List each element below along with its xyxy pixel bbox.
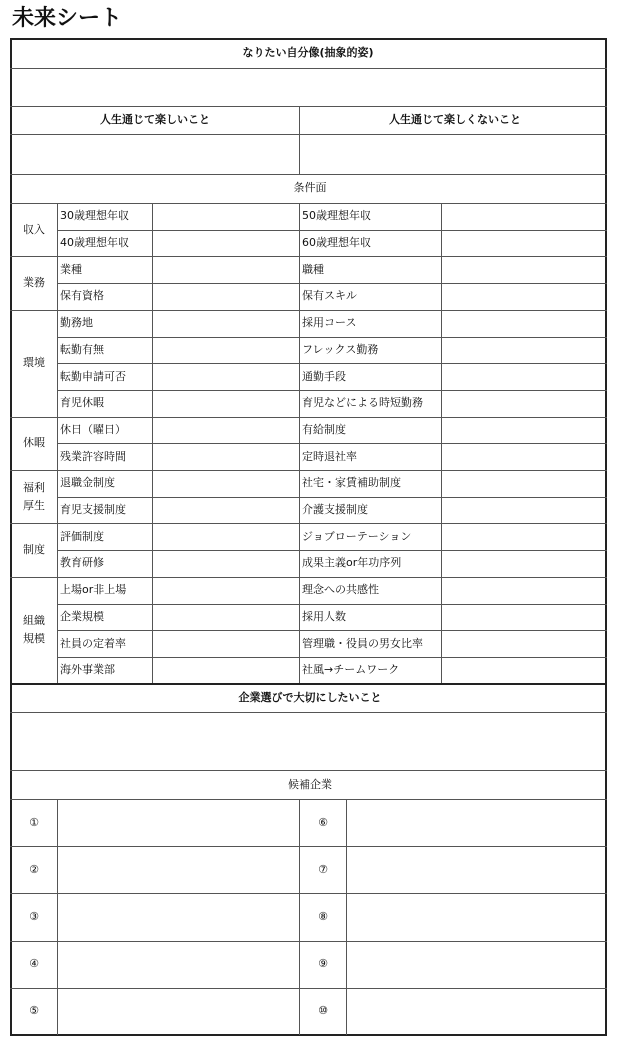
condition-label: 休日（曜日） [60, 422, 126, 436]
condition-label: 成果主義or年功序列 [302, 556, 402, 570]
condition-label: 採用人数 [302, 609, 346, 623]
candidate-company-field[interactable] [58, 847, 298, 892]
condition-label: 海外事業部 [60, 663, 115, 677]
condition-label: 保有資格 [60, 289, 104, 303]
grid-line [10, 770, 607, 771]
condition-value-field[interactable] [153, 631, 298, 656]
candidate-number: ⑤ [29, 1004, 39, 1018]
candidate-number: ⑦ [318, 862, 328, 876]
condition-label: 50歳理想年収 [302, 209, 371, 223]
condition-label: 残業許容時間 [60, 449, 126, 463]
condition-value-field[interactable] [153, 578, 298, 603]
condition-label: 社宅・家賃補助制度 [302, 476, 401, 490]
candidate-company-field[interactable] [347, 942, 605, 987]
candidate-company-field[interactable] [58, 800, 298, 845]
condition-label: 企業規模 [60, 609, 104, 623]
condition-value-field[interactable] [442, 231, 605, 256]
fun-header: 人生通じて楽しいこと [100, 113, 210, 126]
condition-group-label: 福利 [23, 480, 45, 494]
condition-label: 採用コース [302, 316, 357, 330]
condition-value-field[interactable] [153, 605, 298, 630]
candidate-company-field[interactable] [347, 847, 605, 892]
candidate-company-field[interactable] [347, 989, 605, 1034]
condition-value-field[interactable] [442, 524, 605, 549]
condition-value-field[interactable] [153, 338, 298, 363]
page-title: 未来シート [12, 6, 123, 31]
condition-value-field[interactable] [442, 364, 605, 389]
condition-value-field[interactable] [153, 311, 298, 336]
condition-value-field[interactable] [153, 471, 298, 496]
condition-value-field[interactable] [442, 471, 605, 496]
grid-line [10, 683, 607, 685]
condition-value-field[interactable] [153, 418, 298, 443]
condition-value-field[interactable] [153, 444, 298, 469]
condition-value-field[interactable] [153, 391, 298, 416]
grid-line [10, 106, 607, 107]
candidates-header: 候補企業 [288, 778, 332, 791]
condition-value-field[interactable] [442, 391, 605, 416]
not-fun-field[interactable] [300, 135, 605, 173]
not-fun-header: 人生通じて楽しくないこと [389, 113, 521, 126]
condition-group-label: 組織 [23, 614, 45, 628]
condition-label: 社員の定着率 [60, 636, 126, 650]
condition-label: 教育研修 [60, 556, 104, 570]
condition-label: 30歳理想年収 [60, 209, 129, 223]
condition-value-field[interactable] [442, 578, 605, 603]
condition-group-label: 休暇 [23, 436, 45, 450]
condition-label: 40歳理想年収 [60, 236, 129, 250]
condition-value-field[interactable] [442, 311, 605, 336]
condition-group-label: 収入 [23, 222, 45, 236]
condition-value-field[interactable] [153, 231, 298, 256]
condition-label: 管理職・役員の男女比率 [302, 636, 423, 650]
condition-value-field[interactable] [153, 204, 298, 229]
condition-label: 職種 [302, 262, 324, 276]
condition-label: 有給制度 [302, 422, 346, 436]
condition-value-field[interactable] [153, 551, 298, 576]
condition-group-label: 規模 [23, 632, 45, 646]
condition-value-field[interactable] [442, 551, 605, 576]
candidate-number: ⑧ [318, 910, 328, 923]
candidate-company-field[interactable] [58, 942, 298, 987]
condition-label: 定時退社率 [302, 449, 357, 463]
candidate-company-field[interactable] [58, 989, 298, 1034]
condition-value-field[interactable] [153, 364, 298, 389]
condition-value-field[interactable] [153, 284, 298, 309]
condition-value-field[interactable] [153, 524, 298, 549]
candidate-company-field[interactable] [347, 894, 605, 939]
condition-label: 勤務地 [60, 316, 93, 330]
condition-value-field[interactable] [442, 444, 605, 469]
ideal-self-header: なりたい自分像(抽象的姿) [242, 46, 374, 59]
candidate-number: ① [29, 815, 39, 829]
condition-group-label: 環境 [23, 356, 45, 370]
fun-field[interactable] [12, 135, 299, 173]
condition-label: 上場or非上場 [60, 583, 127, 597]
condition-value-field[interactable] [442, 631, 605, 656]
condition-label: 育児支援制度 [60, 503, 126, 517]
condition-value-field[interactable] [442, 498, 605, 523]
condition-value-field[interactable] [442, 284, 605, 309]
grid-line [10, 174, 607, 175]
condition-value-field[interactable] [442, 418, 605, 443]
condition-label: 業種 [60, 262, 82, 276]
condition-label: 退職金制度 [60, 476, 115, 490]
candidate-number: ⑩ [318, 1004, 328, 1018]
condition-label: 通勤手段 [302, 369, 346, 383]
condition-label: 転勤有無 [60, 342, 104, 356]
condition-value-field[interactable] [153, 498, 298, 523]
important-field[interactable] [12, 713, 605, 770]
candidate-number: ② [29, 862, 39, 876]
condition-group-label: 厚生 [23, 498, 45, 512]
condition-value-field[interactable] [442, 338, 605, 363]
condition-value-field[interactable] [153, 257, 298, 282]
grid-line [299, 799, 300, 1035]
ideal-self-field[interactable] [12, 69, 605, 106]
condition-value-field[interactable] [442, 204, 605, 229]
condition-value-field[interactable] [442, 257, 605, 282]
candidate-number: ④ [29, 957, 39, 971]
condition-label: 保有スキル [302, 289, 357, 303]
condition-label: フレックス勤務 [302, 342, 379, 356]
condition-group-label: 制度 [23, 543, 45, 557]
condition-label: 育児などによる時短勤務 [302, 396, 423, 410]
condition-value-field[interactable] [442, 605, 605, 630]
condition-label: 育児休暇 [60, 396, 104, 410]
candidate-number: ⑨ [318, 957, 328, 971]
condition-group-label: 業務 [23, 276, 45, 290]
candidate-company-field[interactable] [347, 800, 605, 845]
important-header: 企業選びで大切にしたいこと [238, 691, 382, 704]
condition-label: 介護支援制度 [302, 503, 368, 517]
candidate-number: ⑥ [318, 815, 328, 829]
condition-value-field[interactable] [153, 658, 298, 683]
condition-value-field[interactable] [442, 658, 605, 683]
condition-label: ジョブローテーション [302, 529, 412, 543]
condition-label: 評価制度 [60, 529, 104, 543]
conditions-header: 条件面 [293, 181, 327, 194]
condition-label: 60歳理想年収 [302, 236, 371, 250]
candidate-company-field[interactable] [58, 894, 298, 939]
candidate-number: ③ [29, 910, 39, 923]
condition-label: 転勤申請可否 [60, 369, 126, 383]
condition-label: 社風→チームワーク [302, 663, 400, 677]
condition-label: 理念への共感性 [302, 583, 379, 597]
